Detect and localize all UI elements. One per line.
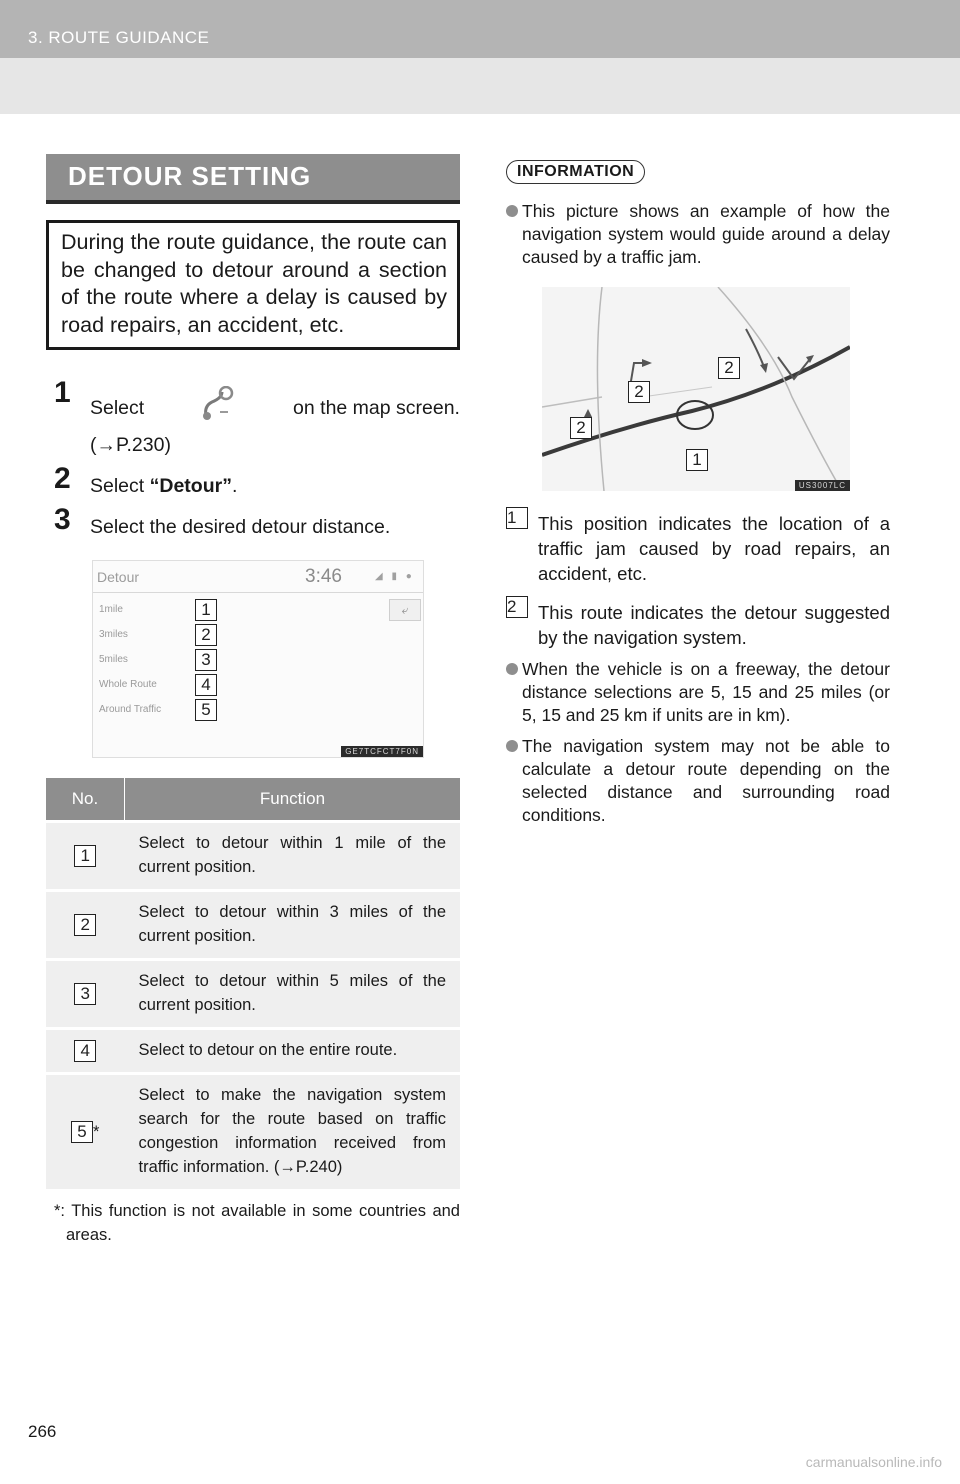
table-footnote: *: This function is not available in some countries and areas. xyxy=(54,1202,460,1244)
screen-row-3miles: 3miles xyxy=(99,629,128,640)
screen-clock: 3:46 xyxy=(305,566,342,587)
screen-row-whole-route: Whole Route xyxy=(99,679,157,690)
screen-back-icon: ⤶ xyxy=(389,599,421,621)
step-2 xyxy=(46,462,460,501)
callout-3: 3 xyxy=(195,649,217,671)
row-number: 5 xyxy=(71,1121,93,1143)
row-function: Select to detour within 1 mile of the current position. xyxy=(125,822,461,891)
row-number: 1 xyxy=(74,845,96,867)
screen-divider xyxy=(93,592,423,593)
legend-item-1 xyxy=(506,508,890,586)
detour-route-icon xyxy=(198,386,240,431)
callout-4: 4 xyxy=(195,674,217,696)
map-callout-2: 2 xyxy=(718,357,740,379)
screen-row-1mile: 1mile xyxy=(99,604,123,615)
callout-2: 2 xyxy=(195,624,217,646)
detour-screen-image xyxy=(92,560,424,758)
chapter-title: 3. ROUTE GUIDANCE xyxy=(28,28,210,47)
page-number: 266 xyxy=(28,1422,57,1441)
image-code: GE7TCFCT7F0N xyxy=(341,746,423,757)
table-row xyxy=(46,1074,460,1190)
step-3 xyxy=(46,503,460,542)
step-number: 3 xyxy=(54,503,71,536)
detour-option-name: “Detour” xyxy=(149,475,232,497)
watermark: carmanualsonline.info xyxy=(805,1454,942,1470)
row-function: Select to detour on the entire route. xyxy=(125,1029,461,1074)
screen-row-around-traffic: Around Traffic xyxy=(99,704,162,715)
screen-status-icons: ◢ ▮ ● xyxy=(375,571,415,582)
table-header-function: Function xyxy=(125,778,461,822)
map-callout-2: 2 xyxy=(628,381,650,403)
row-number: 4 xyxy=(74,1040,96,1062)
step-text-pre: Select xyxy=(90,475,150,497)
row-function: Select to detour within 5 miles of the current position. xyxy=(125,960,461,1029)
information-label: INFORMATION xyxy=(506,160,645,184)
screen-row-5miles: 5miles xyxy=(99,654,128,665)
step-1 xyxy=(46,376,460,460)
step-text-post: . xyxy=(231,475,238,497)
info-bullet: This picture shows an example of how the navigation system would guide around a delay caused by a traffic jam. xyxy=(506,200,890,269)
header-bar xyxy=(0,0,960,58)
header-band xyxy=(0,58,960,114)
detour-map-image xyxy=(542,287,850,491)
right-column xyxy=(506,160,890,827)
step-text: Select the desired detour distance. xyxy=(90,516,391,538)
callout-5: 5 xyxy=(195,699,217,721)
info-bullet: When the vehicle is on a freeway, the detour distance selections are 5, 15 and 25 miles (or 5, 15 and 25 km if units are in km). xyxy=(506,658,890,727)
legend-text: This route indicates the detour suggested by the navigation system. xyxy=(538,602,890,648)
image-code: US3007LC xyxy=(795,480,850,491)
row-function: Select to detour within 3 miles of the current position. xyxy=(125,891,461,960)
screen-title: Detour xyxy=(97,569,140,585)
function-table xyxy=(46,778,460,1189)
info-bullet: The navigation system may not be able to calculate a detour route depending on the selected distance and surrounding road conditions. xyxy=(506,735,890,827)
left-column xyxy=(46,154,460,1247)
row-number: 3 xyxy=(74,983,96,1005)
table-header-no: No. xyxy=(46,778,125,822)
section-heading: DETOUR SETTING xyxy=(46,154,460,204)
page-reference: (→P.230) xyxy=(90,434,171,456)
map-callout-2: 2 xyxy=(570,417,592,439)
legend-item-2 xyxy=(506,597,890,650)
table-row xyxy=(46,1029,460,1074)
row-number: 2 xyxy=(74,914,96,936)
legend-text: This position indicates the location of a traffic jam caused by road repairs, an accident, etc. xyxy=(538,513,890,584)
table-row xyxy=(46,891,460,960)
table-row xyxy=(46,822,460,891)
step-number: 1 xyxy=(54,376,71,409)
step-text-post: on the map screen. xyxy=(293,397,460,419)
step-text-pre: Select xyxy=(90,397,145,419)
map-callout-1: 1 xyxy=(686,449,708,471)
intro-box: During the route guidance, the route can be changed to detour around a section of the route where a delay is caused by road repairs, an accident, etc. xyxy=(46,220,460,350)
table-row xyxy=(46,960,460,1029)
legend-number: 1 xyxy=(506,507,528,529)
step-number: 2 xyxy=(54,462,71,495)
legend-number: 2 xyxy=(506,596,528,618)
row-function: Select to make the navigation system search for the route based on traffic congestion information received from traffic information. (→P.240) xyxy=(125,1074,461,1190)
callout-1: 1 xyxy=(195,599,217,621)
footnote-marker: * xyxy=(93,1123,100,1141)
